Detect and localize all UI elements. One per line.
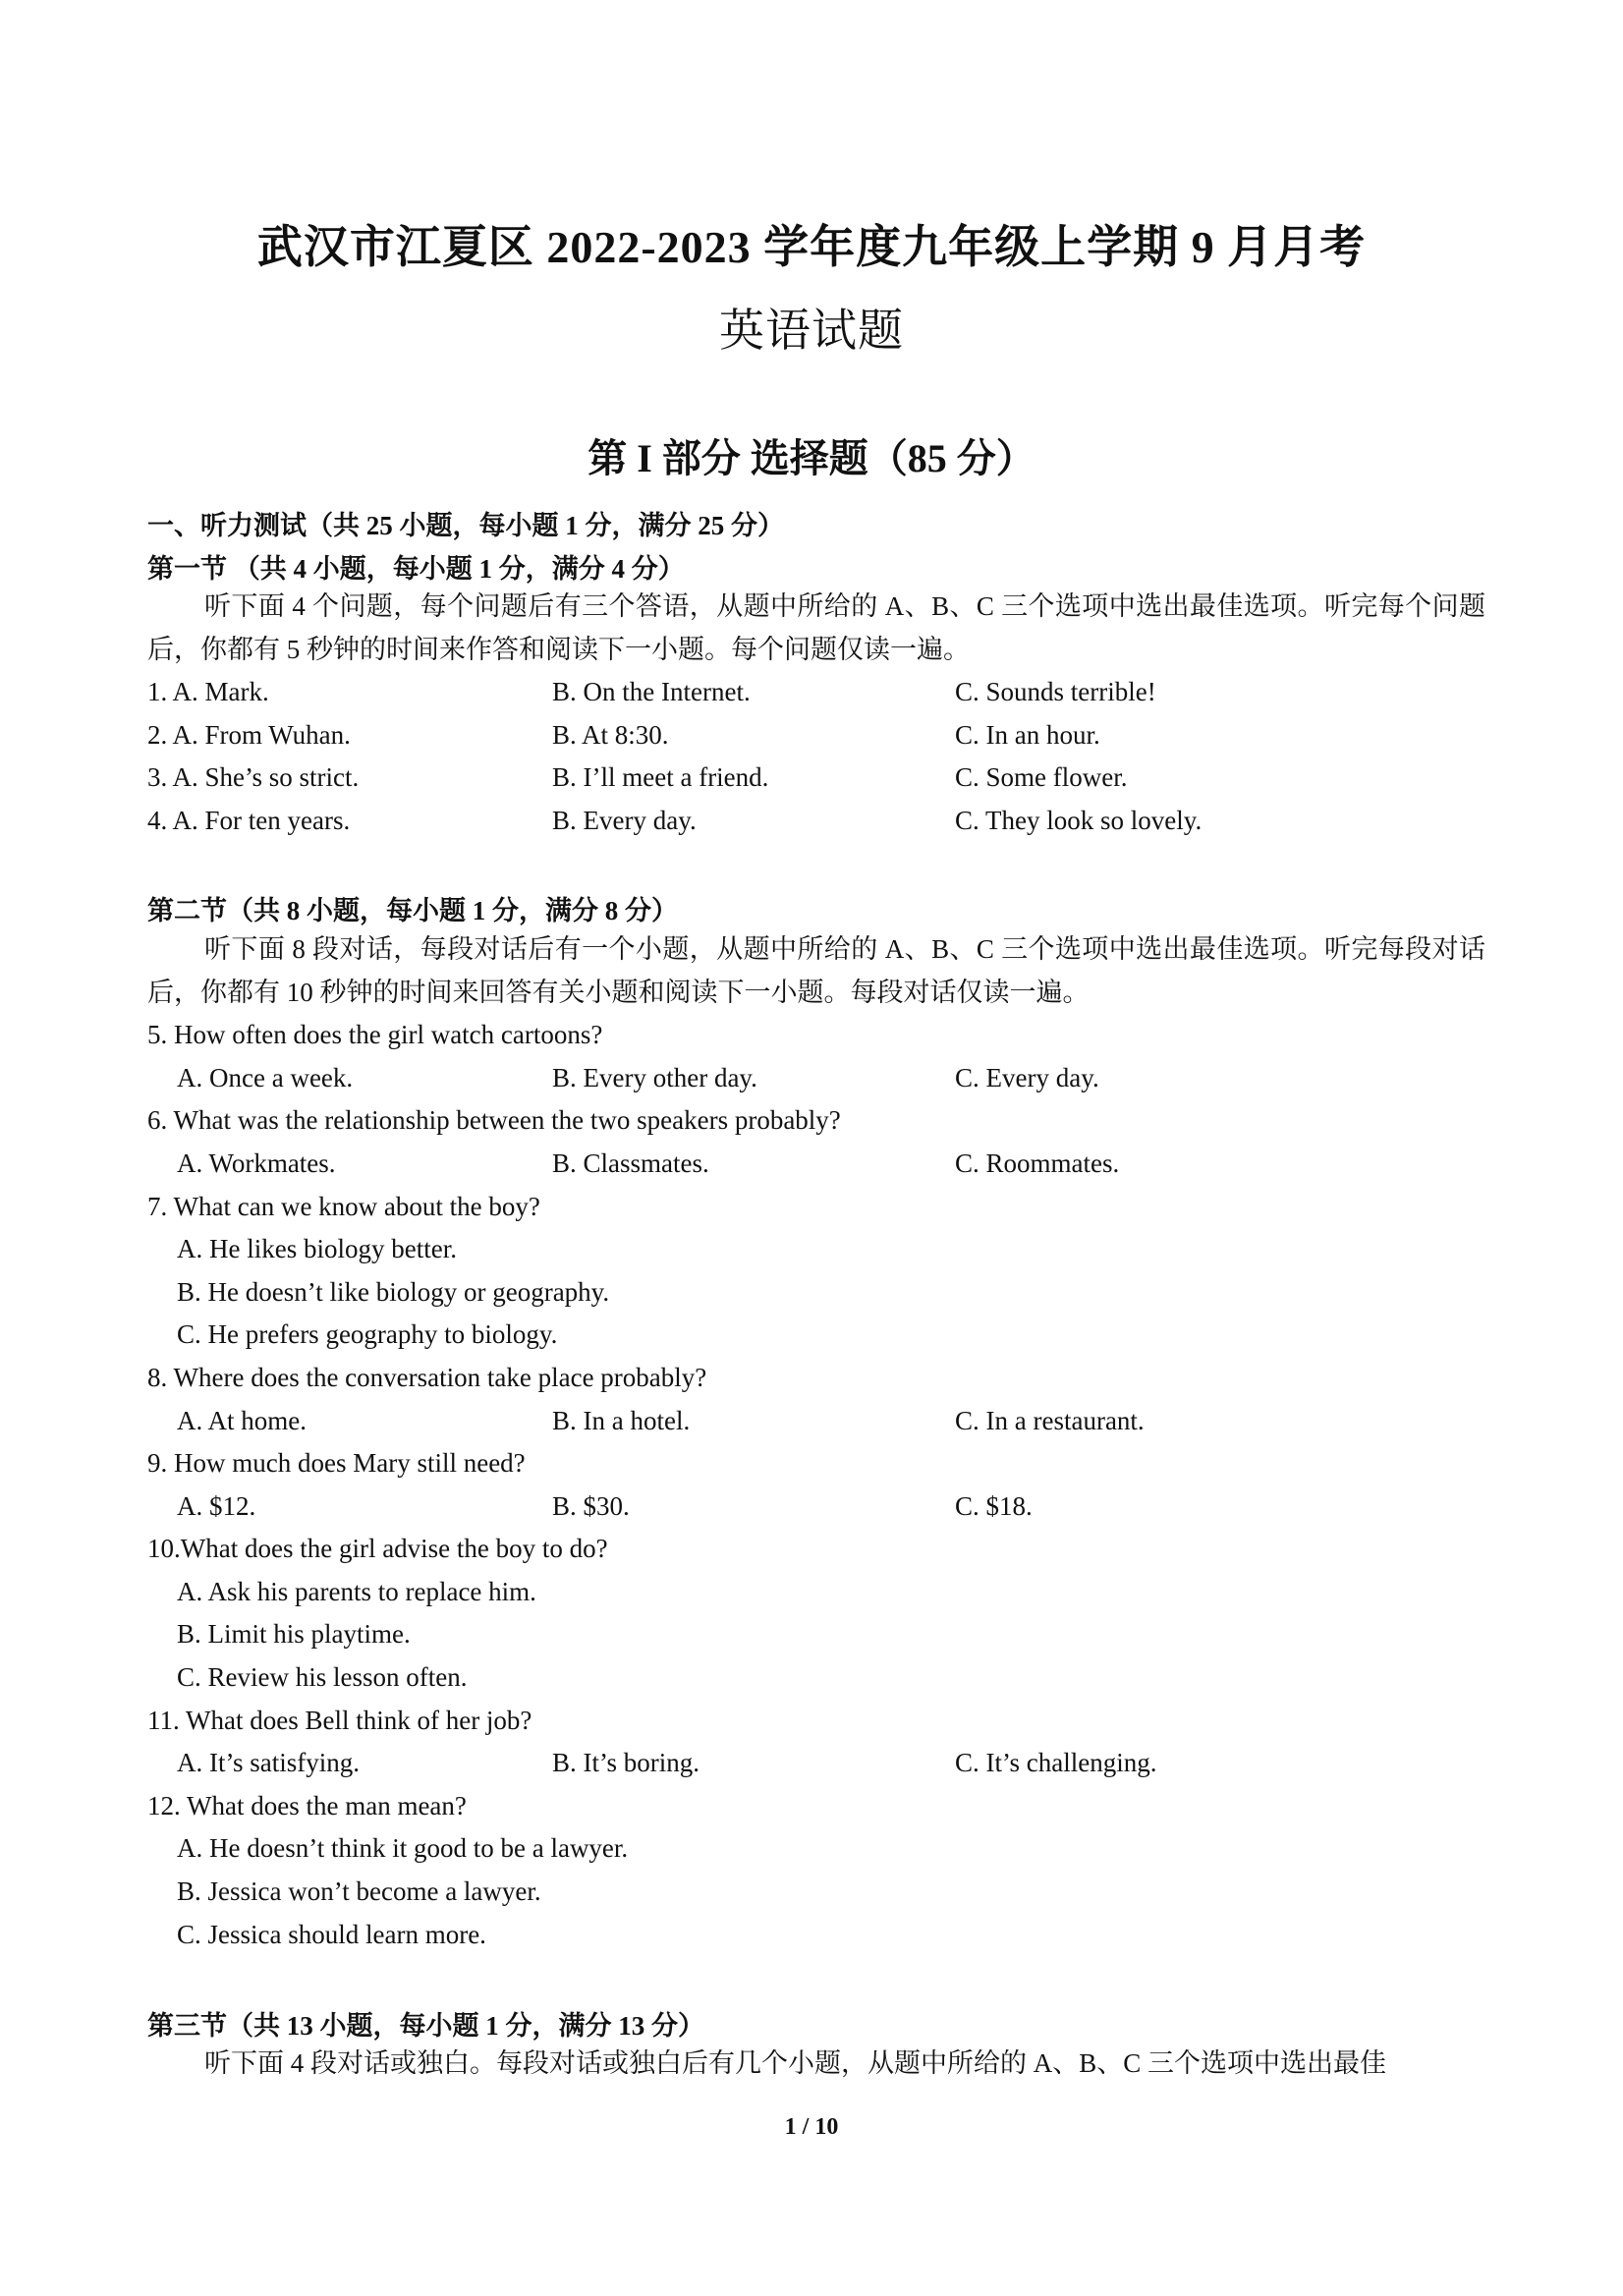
- option-a: A. Workmates.: [177, 1148, 336, 1178]
- option-a: A. Once a week.: [177, 1063, 354, 1092]
- question-row: [147, 1406, 1485, 1445]
- option-b: B. Every other day.: [552, 1063, 757, 1092]
- option-b: B. Every day.: [552, 806, 697, 835]
- question-row: [147, 1748, 1485, 1787]
- sub2-heading: 第二节（共 8 小题，每小题 1 分，满分 8 分）: [147, 896, 678, 925]
- option-a: 1. A. Mark.: [147, 677, 269, 706]
- option-b: B. Jessica won’t become a lawyer.: [177, 1876, 541, 1906]
- option-c: C. Review his lesson often.: [177, 1662, 468, 1692]
- option-c: C. It’s challenging.: [955, 1748, 1157, 1777]
- option-c: C. In an hour.: [955, 720, 1100, 750]
- question-row: [147, 677, 1485, 716]
- question-8: 8. Where does the conversation take place probably?: [147, 1363, 707, 1392]
- question-10: 10.What does the girl advise the boy to do?: [147, 1534, 608, 1563]
- question-5: 5. How often does the girl watch cartoons?: [147, 1020, 603, 1049]
- option-a: 2. A. From Wuhan.: [147, 720, 351, 750]
- option-a: 4. A. For ten years.: [147, 806, 351, 835]
- option-b: B. At 8:30.: [552, 720, 669, 750]
- question-9: 9. How much does Mary still need?: [147, 1448, 526, 1478]
- option-b: B. Limit his playtime.: [177, 1619, 411, 1649]
- sub1-heading: 第一节 （共 4 小题，每小题 1 分，满分 4 分）: [147, 554, 685, 584]
- option-a: A. He likes biology better.: [177, 1234, 457, 1263]
- option-c: C. Roommates.: [955, 1148, 1120, 1178]
- question-12: 12. What does the man mean?: [147, 1791, 467, 1820]
- sub1-instructions: 听下面 4 个问题，每个问题后有三个答语，从题中所给的 A、B、C 三个选项中选出最佳选项。听完每个问题后，你都有 5 秒钟的时间来作答和阅读下一小题。每个问题仅读一遍。: [147, 591, 1485, 664]
- exam-title: 武汉市江夏区 2022-2023 学年度九年级上学期 9 月月考: [256, 222, 1367, 272]
- option-b: B. Classmates.: [552, 1148, 709, 1178]
- option-a: 3. A. She’s so strict.: [147, 762, 360, 792]
- option-a: A. Ask his parents to replace him.: [177, 1577, 536, 1606]
- sub2-instructions: 听下面 8 段对话，每段对话后有一个小题，从题中所给的 A、B、C 三个选项中选出最佳选项。听完每段对话后，你都有 10 秒钟的时间来回答有关小题和阅读下一小题。每段对话仅读一遍。: [147, 934, 1485, 1007]
- option-a: A. He doesn’t think it good to be a lawyer.: [177, 1833, 629, 1863]
- option-c: C. He prefers geography to biology.: [177, 1319, 558, 1349]
- sub3-instructions: 听下面 4 段对话或独白。每段对话或独白后有几个小题，从题中所给的 A、B、C 三个选项中选出最佳: [204, 2048, 1387, 2078]
- option-c: C. They look so lovely.: [955, 806, 1203, 835]
- question-7: 7. What can we know about the boy?: [147, 1192, 540, 1221]
- question-6: 6. What was the relationship between the two speakers probably?: [147, 1105, 841, 1135]
- listening-section-heading: 一、听力测试（共 25 小题，每小题 1 分，满分 25 分）: [147, 511, 784, 540]
- option-b: B. $30.: [552, 1491, 630, 1521]
- question-row: [147, 1063, 1485, 1102]
- option-b: B. In a hotel.: [552, 1406, 691, 1435]
- option-b: B. I’ll meet a friend.: [552, 762, 769, 792]
- question-row: [147, 762, 1485, 802]
- option-b: B. It’s boring.: [552, 1748, 700, 1777]
- part-title: 第 I 部分 选择题（85 分）: [588, 436, 1035, 480]
- option-c: C. Every day.: [955, 1063, 1099, 1092]
- option-c: C. Sounds terrible!: [955, 677, 1156, 706]
- exam-subtitle: 英语试题: [719, 306, 904, 356]
- option-c: C. $18.: [955, 1491, 1033, 1521]
- page-number: 1 / 10: [784, 2114, 839, 2140]
- option-a: A. $12.: [177, 1491, 256, 1521]
- option-a: A. It’s satisfying.: [177, 1748, 360, 1777]
- sub3-heading: 第三节（共 13 小题，每小题 1 分，满分 13 分）: [147, 2011, 704, 2041]
- question-row: [147, 806, 1485, 845]
- option-c: C. Some flower.: [955, 762, 1128, 792]
- option-c: C. In a restaurant.: [955, 1406, 1145, 1435]
- option-a: A. At home.: [177, 1406, 307, 1435]
- question-11: 11. What does Bell think of her job?: [147, 1706, 532, 1735]
- question-row: [147, 1148, 1485, 1188]
- option-b: B. On the Internet.: [552, 677, 751, 706]
- question-row: [147, 720, 1485, 759]
- option-c: C. Jessica should learn more.: [177, 1920, 486, 1949]
- question-row: [147, 1491, 1485, 1531]
- option-b: B. He doesn’t like biology or geography.: [177, 1277, 610, 1307]
